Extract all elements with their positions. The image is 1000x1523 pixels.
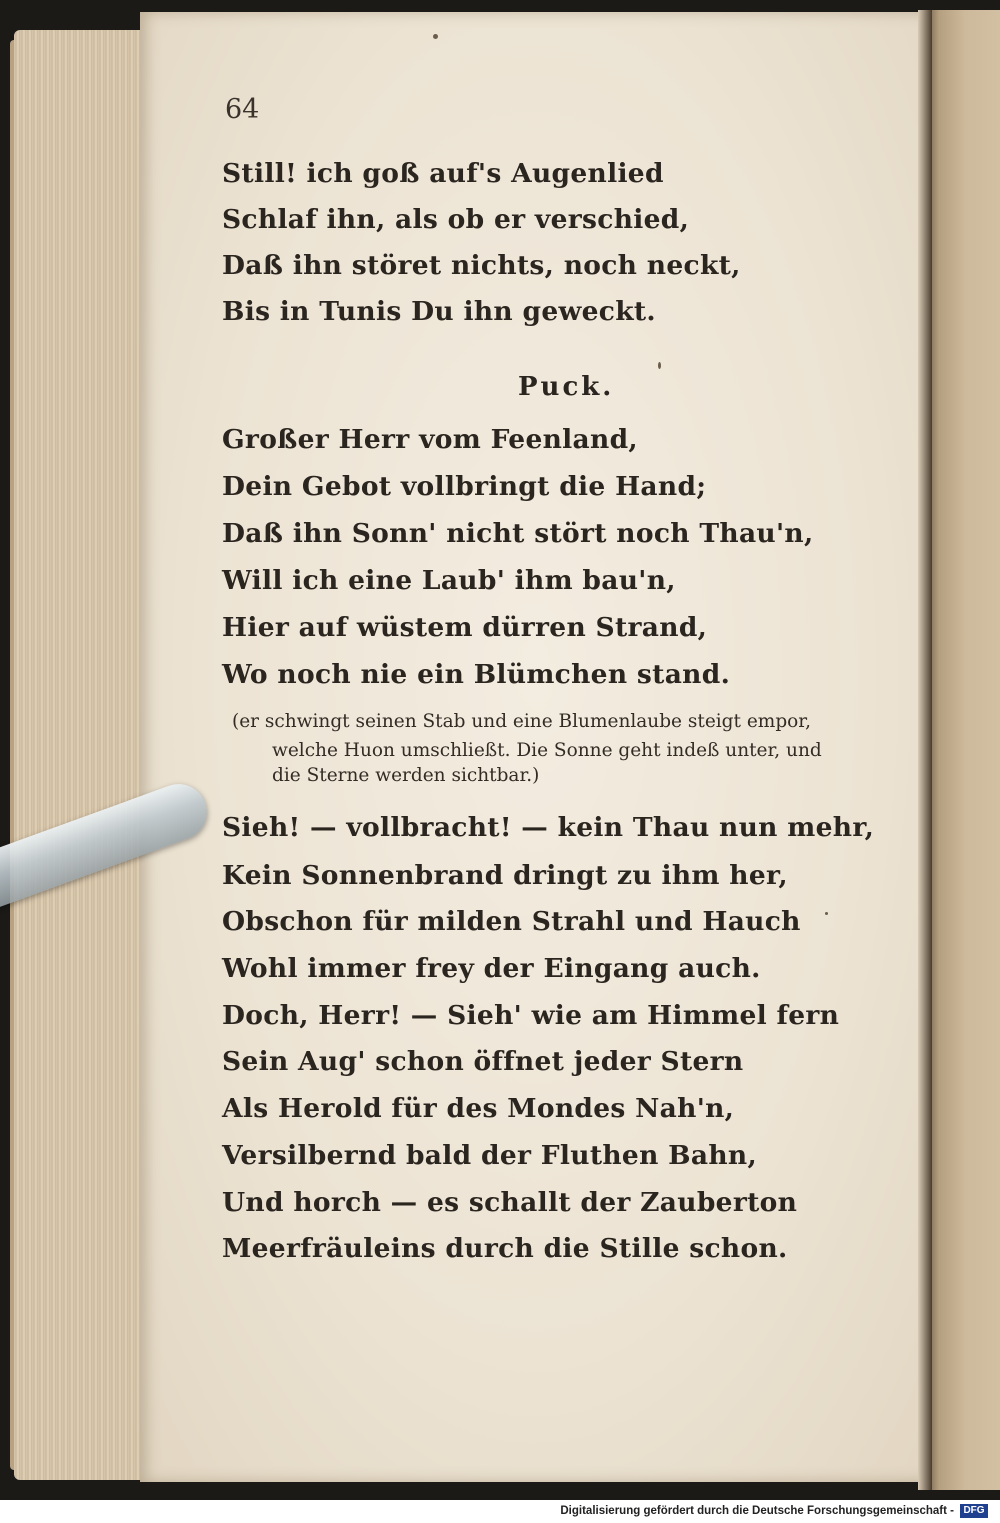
verse-line: Versilbernd bald der Fluthen Bahn, [222, 1140, 758, 1171]
verse-line: Will ich eine Laub' ihm bau'n, [222, 565, 676, 596]
verse-line: Dein Gebot vollbringt die Hand; [222, 471, 707, 502]
verse-line: Als Herold für des Mondes Nah'n, [222, 1093, 735, 1124]
page-gutter [918, 10, 932, 1490]
verse-line: Und horch — es schallt der Zauberton [222, 1187, 798, 1218]
paper-speck [825, 912, 828, 915]
paper-speck [658, 362, 661, 369]
paper-speck [433, 34, 438, 39]
speaker-name: Puck. [518, 372, 615, 402]
footer-bar [0, 1500, 1000, 1523]
verse-line: Großer Herr vom Feenland, [222, 424, 638, 455]
stage-direction-line: welche Huon umschließt. Die Sonne geht indeß unter, und [272, 740, 822, 761]
verse-line: Wo noch nie ein Blümchen stand. [222, 659, 731, 690]
stage-direction-line: (er schwingt seinen Stab und eine Blumenlaube steigt empor, [232, 711, 812, 732]
verse-line: Still! ich goß auf's Augenlied [222, 158, 664, 189]
facing-page-edge [925, 10, 1000, 1490]
verse-line: Sein Aug' schon öffnet jeder Stern [222, 1046, 744, 1077]
verse-line: Bis in Tunis Du ihn geweckt. [222, 296, 656, 327]
funding-credit: Digitalisierung gefördert durch die Deutsche Forschungsgemeinschaft - [560, 1505, 954, 1517]
verse-line: Daß ihn störet nichts, noch neckt, [222, 250, 741, 281]
verse-line: Obschon für milden Strahl und Hauch [222, 906, 801, 937]
verse-line: Hier auf wüstem dürren Strand, [222, 612, 708, 643]
verse-line: Sieh! — vollbracht! — kein Thau nun mehr, [222, 812, 875, 843]
stage-direction-line: die Sterne werden sichtbar.) [272, 765, 540, 786]
dfg-logo: DFG [960, 1504, 988, 1518]
verse-line: Daß ihn Sonn' nicht stört noch Thau'n, [222, 518, 814, 549]
verse-line: Doch, Herr! — Sieh' wie am Himmel fern [222, 1000, 840, 1031]
page-number: 64 [225, 94, 260, 125]
verse-line: Schlaf ihn, als ob er verschied, [222, 204, 690, 235]
verse-line: Wohl immer frey der Eingang auch. [222, 953, 761, 984]
verse-line: Meerfräuleins durch die Stille schon. [222, 1233, 788, 1264]
verse-line: Kein Sonnenbrand dringt zu ihm her, [222, 860, 788, 891]
